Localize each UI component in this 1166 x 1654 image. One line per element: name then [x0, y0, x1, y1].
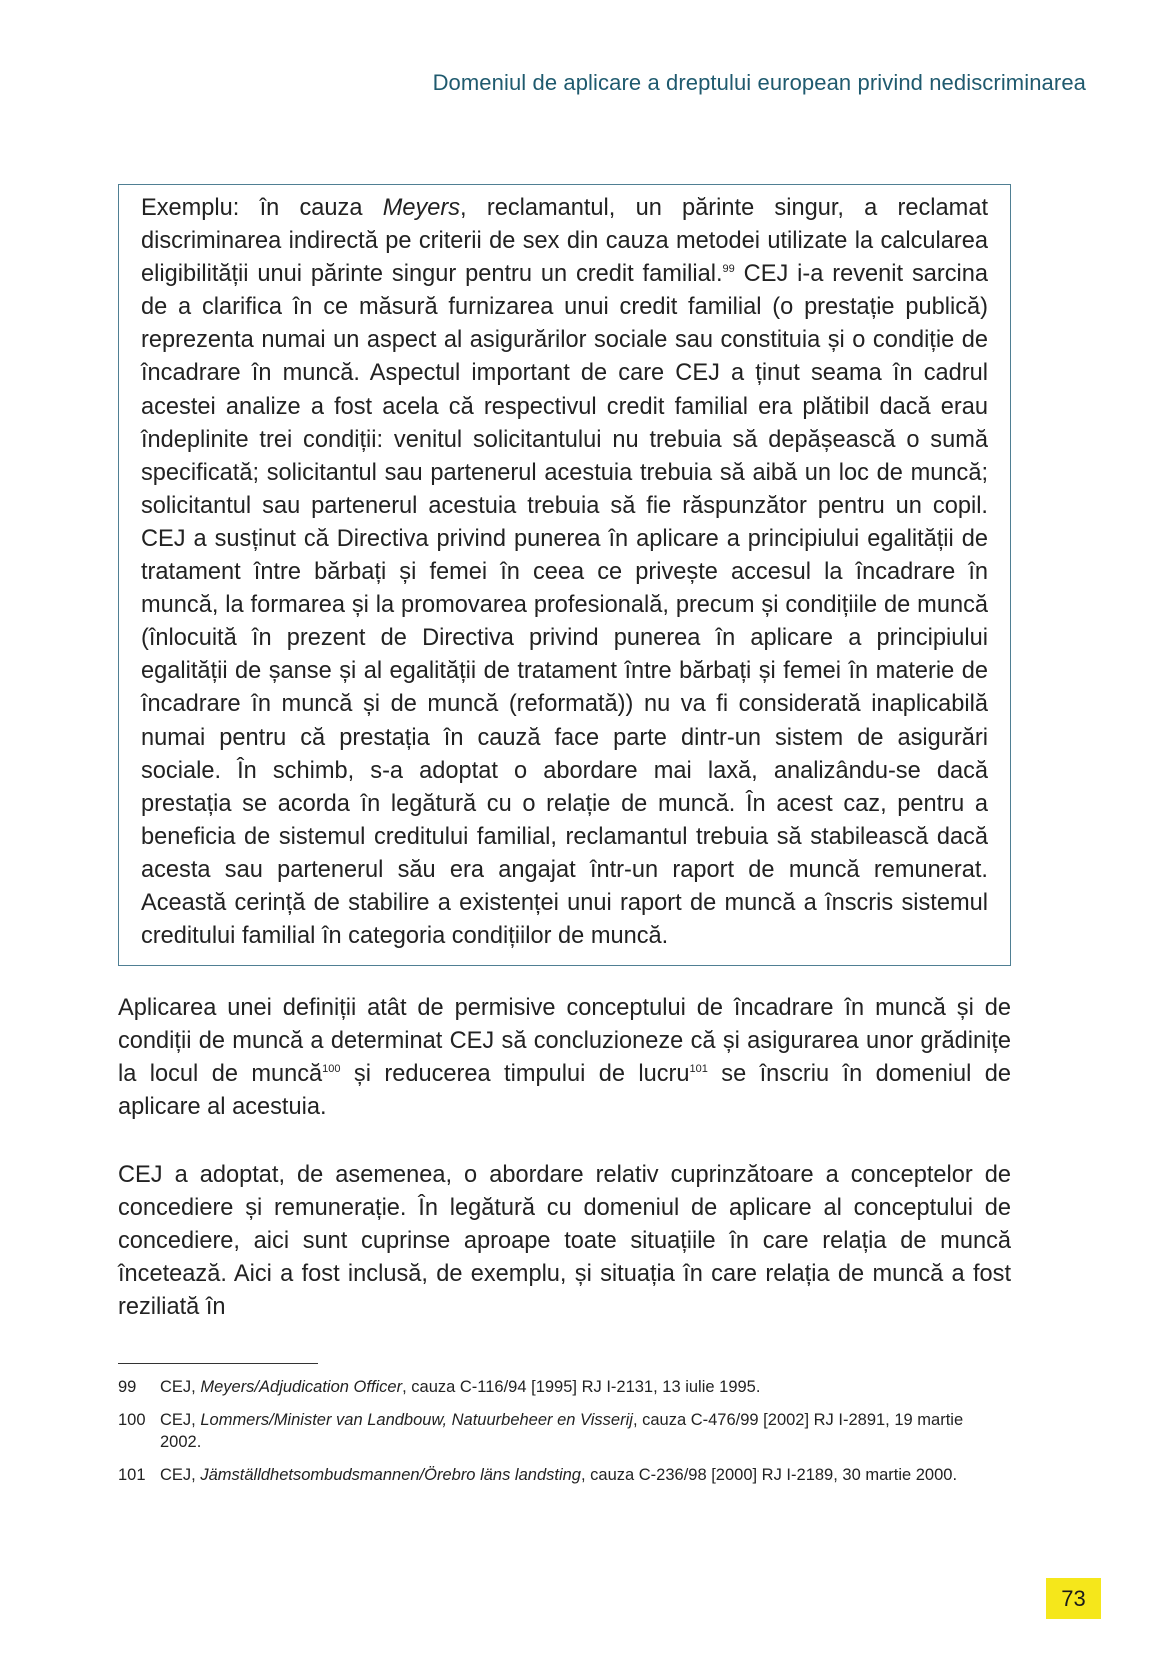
example-lead: Exemplu: în cauza [141, 195, 383, 221]
footnote-prefix: CEJ, [160, 1466, 201, 1484]
footnotes [118, 1376, 998, 1497]
paragraph-1-text-b: și reducerea timpului de lucru [340, 1061, 690, 1088]
footnote-divider [118, 1363, 318, 1364]
paragraph-1-text-a: Aplicarea unei definiții atât de permisive conceptului de încadrare în muncă și de condiții de muncă a determinat CEJ să concluzioneze că și asigurarea unor grădinițe la locul de muncă [118, 995, 1011, 1088]
example-text-a: , reclamantul, un părinte singur, a reclamat discriminarea indirectă pe criterii de sex din cauza metodei utilizate la calcularea eligibilității unui părinte singur pentru un credit familial. [141, 195, 988, 288]
case-name-meyers: Meyers [382, 195, 461, 221]
footnote-prefix: CEJ, [160, 1378, 201, 1396]
paragraph-definitions [118, 992, 1011, 1124]
footnote-99 [118, 1376, 998, 1398]
page-number: 73 [1046, 1578, 1101, 1619]
footnote-100 [118, 1409, 998, 1453]
paragraph-dismissal [118, 1159, 1011, 1324]
footnote-text [160, 1376, 998, 1398]
paragraph-2-text: CEJ a adoptat, de asemenea, o abordare relativ cuprinzătoare a conceptelor de concediere și remunerație. În legătură cu domeniul de aplicare al conceptului de concediere, aici sunt cuprinse aproape toate situațiile în care relația de muncă încetează. Aici a fost inclusă, de exemplu, și situația în care relația de muncă a fost reziliată în [118, 1162, 1011, 1321]
footnote-ref-100[interactable]: 100 [322, 1063, 341, 1076]
footnote-101 [118, 1464, 998, 1486]
example-box [118, 184, 1011, 966]
footnote-citation: , cauza C-236/98 [2000] RJ I-2189, 30 martie 2000. [580, 1466, 958, 1484]
footnote-number: 99 [118, 1378, 137, 1396]
paragraph-1-text-c: se înscriu în domeniul de aplicare al acestuia. [118, 1061, 1011, 1121]
footnote-case-name: Meyers/Adjudication Officer [200, 1378, 403, 1396]
footnote-citation: , cauza C-116/94 [1995] RJ I-2131, 13 iulie 1995. [402, 1378, 761, 1396]
footnote-number: 101 [118, 1466, 146, 1484]
example-text [141, 192, 988, 953]
footnote-case-name: Lommers/Minister van Landbouw, Natuurbeheer en Visserij [200, 1411, 633, 1429]
footnote-case-name: Jämställdhetsombudsmannen/Örebro läns landsting [200, 1466, 581, 1484]
footnote-ref-99[interactable]: 99 [722, 263, 735, 276]
footnote-text [160, 1409, 998, 1453]
footnote-citation: , cauza C-476/99 [2002] RJ I-2891, 19 martie 2002. [160, 1411, 964, 1451]
footnote-ref-101[interactable]: 101 [689, 1063, 708, 1076]
example-text-b: CEJ i-a revenit sarcina de a clarifica în ce măsură furnizarea unui credit familial (o prestație publică) reprezenta numai un aspect al asigurărilor sociale sau constituia și o condiție de încadrare în muncă. Aspectul important de care CEJ a ținut seama în cadrul acestei analize a fost acela că respectivul credit familial era plătibil dacă erau îndeplinite trei condiții: venitul solicitantului nu trebuia să depășească o sumă specificată; solicitantul sau partenerul acestuia trebuia să aibă un loc de muncă; solicitantul sau partenerul acestuia trebuia să fie răspunzător pentru un copil. CEJ a susținut că Directiva privind punerea în aplicare a principiului egalității de tratament între bărbați și femei în ceea ce privește accesul la încadrare în muncă, la formarea și la promovarea profesională, precum și condițiile de muncă (înlocuită în prezent de Directiva privind punerea în aplicare a principiului egalității de șanse și al egalității de tratament între bărbați și femei în materie de încadrare în muncă și de muncă (reformată)) nu va fi considerată inaplicabilă numai pentru că prestația în cauză face parte dintr-un sistem de asigurări sociale. În schimb, s-a adoptat o abordare mai laxă, analizându-se dacă prestația se acorda în legătură cu o relație de muncă. În acest caz, pentru a beneficia de sistemul creditului familial, reclamantul trebuia să stabilească dacă acesta sau partenerul său era angajat într-un raport de muncă remunerat. Această cerință de stabilire a existenței unui raport de muncă a înscris sistemul creditului familial în categoria condițiilor de muncă. [141, 261, 988, 950]
footnote-prefix: CEJ, [160, 1411, 201, 1429]
footnote-text [160, 1464, 998, 1486]
running-header: Domeniul de aplicare a dreptului european privind nediscriminarea [432, 70, 1086, 95]
footnote-number: 100 [118, 1411, 146, 1429]
